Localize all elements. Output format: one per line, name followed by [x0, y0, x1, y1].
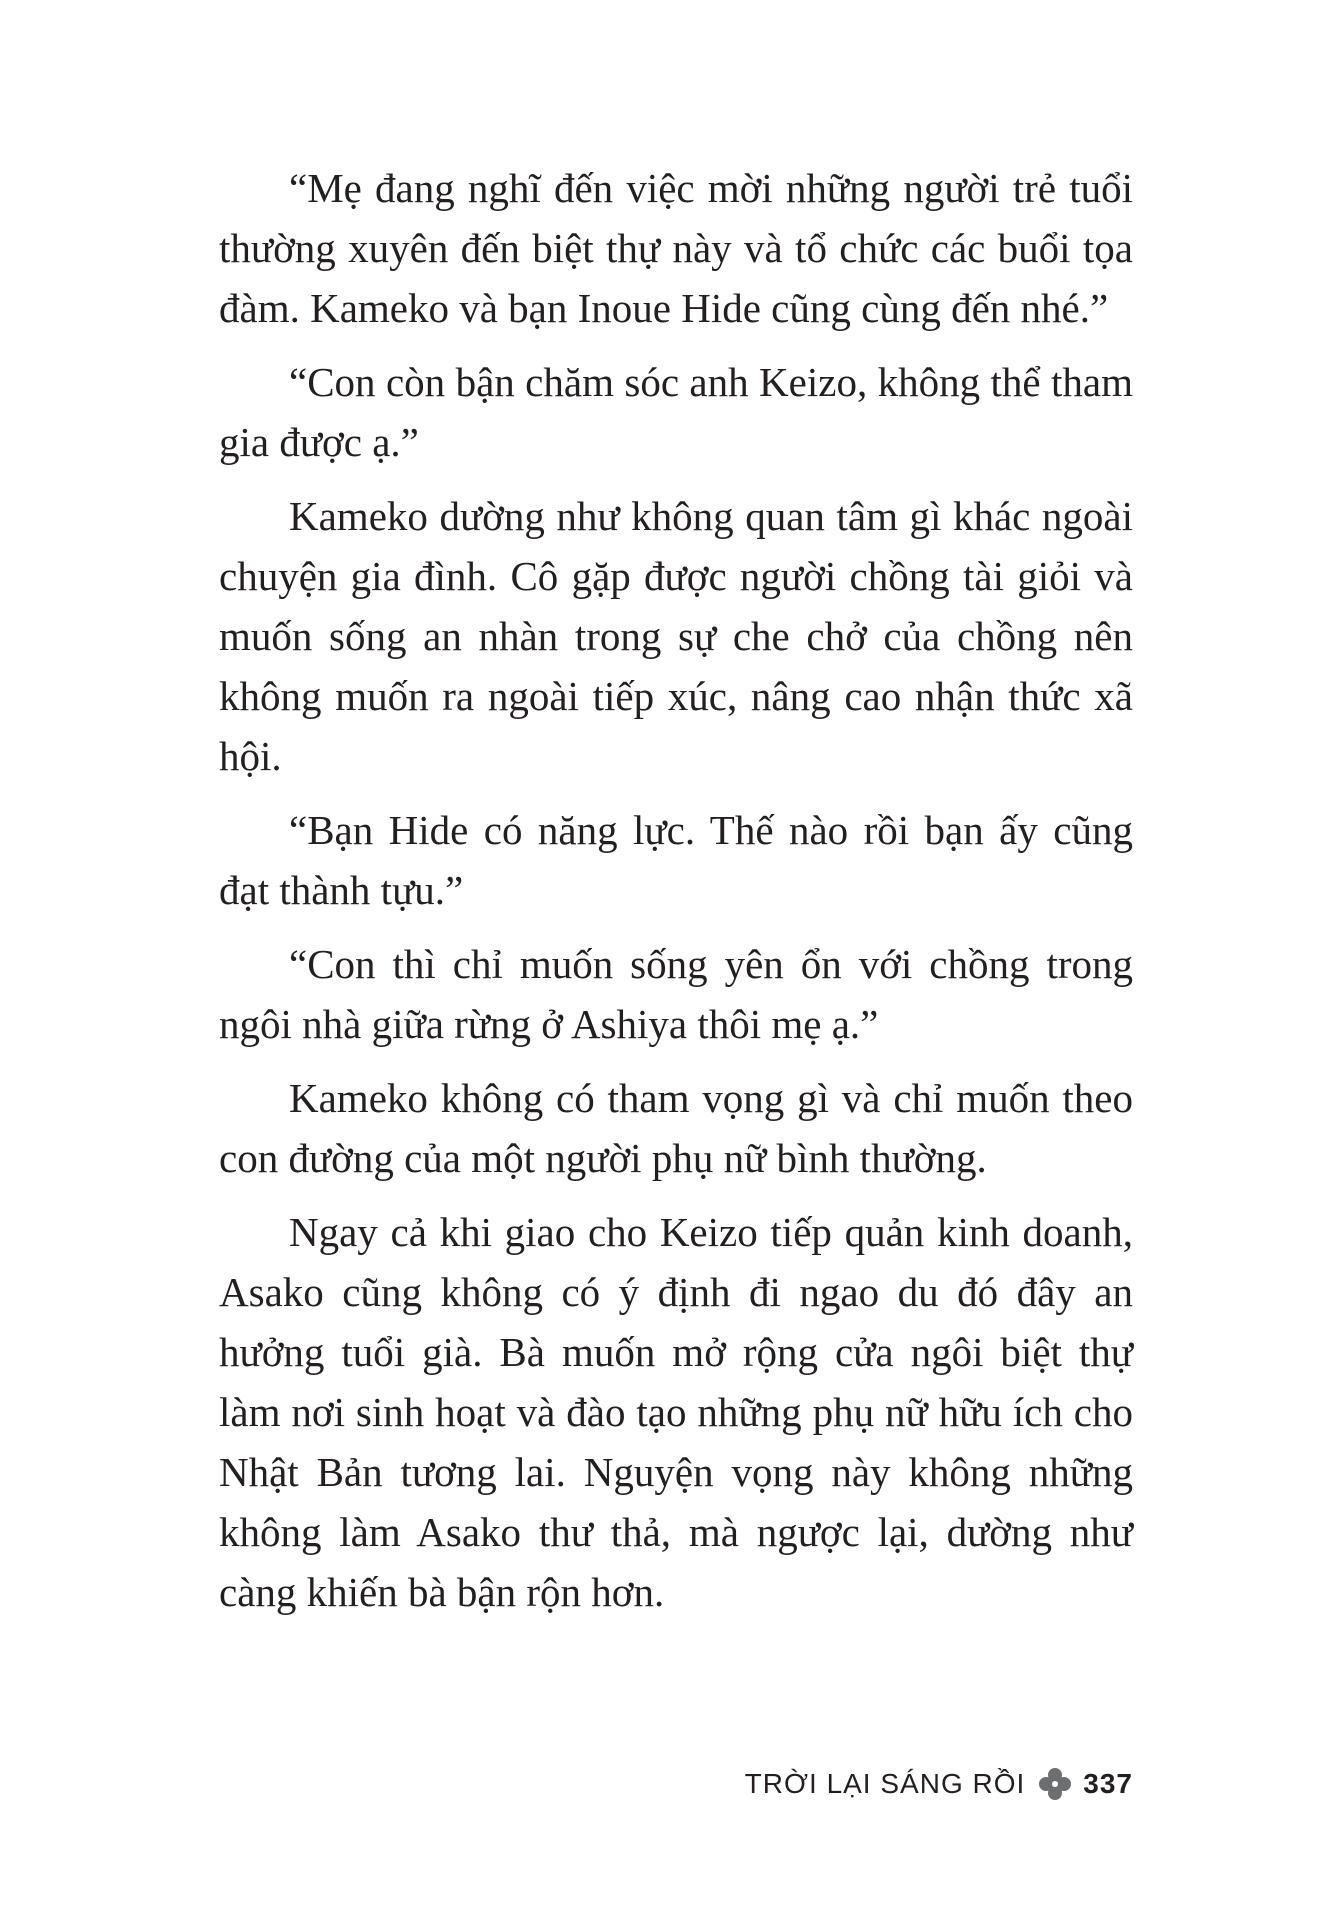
paragraph: Ngay cả khi giao cho Keizo tiếp quản kinh doanh, Asako cũng không có ý định đi ngao du đó đây an hưởng tuổi già. Bà muốn mở rộng cửa ngôi biệt thự làm nơi sinh hoạt và đào tạo những phụ nữ hữu ích cho Nhật Bản tương lai. Nguyện vọng này không những không làm Asako thư thả, mà ngược lại, dường như càng khiến bà bận rộn hơn. [219, 1209, 1133, 1615]
paragraph: Kameko không có tham vọng gì và chỉ muốn theo con đường của một người phụ nữ bình thường. [219, 1075, 1133, 1181]
clover-icon [1037, 1766, 1073, 1802]
paragraph: “Bạn Hide có năng lực. Thế nào rồi bạn ấy cũng đạt thành tựu.” [219, 807, 1133, 913]
page-footer [745, 1766, 1133, 1802]
paragraph: “Mẹ đang nghĩ đến việc mời những người trẻ tuổi thường xuyên đến biệt thự này và tổ chức các buổi tọa đàm. Kameko và bạn Inoue Hide cũng cùng đến nhé.” [219, 165, 1133, 331]
running-title: TRỜI LẠI SÁNG RỒI [744, 1768, 1026, 1799]
paragraph: Kameko dường như không quan tâm gì khác ngoài chuyện gia đình. Cô gặp được người chồng tài giỏi và muốn sống an nhàn trong sự che chở của chồng nên không muốn ra ngoài tiếp xúc, nâng cao nhận thức xã hội. [219, 493, 1133, 779]
paragraph: “Con còn bận chăm sóc anh Keizo, không thể tham gia được ạ.” [219, 359, 1133, 465]
paragraph: “Con thì chỉ muốn sống yên ổn với chồng trong ngôi nhà giữa rừng ở Ashiya thôi mẹ ạ.” [219, 941, 1133, 1047]
body-text [219, 158, 1133, 1636]
page-number: 337 [1083, 1768, 1133, 1799]
